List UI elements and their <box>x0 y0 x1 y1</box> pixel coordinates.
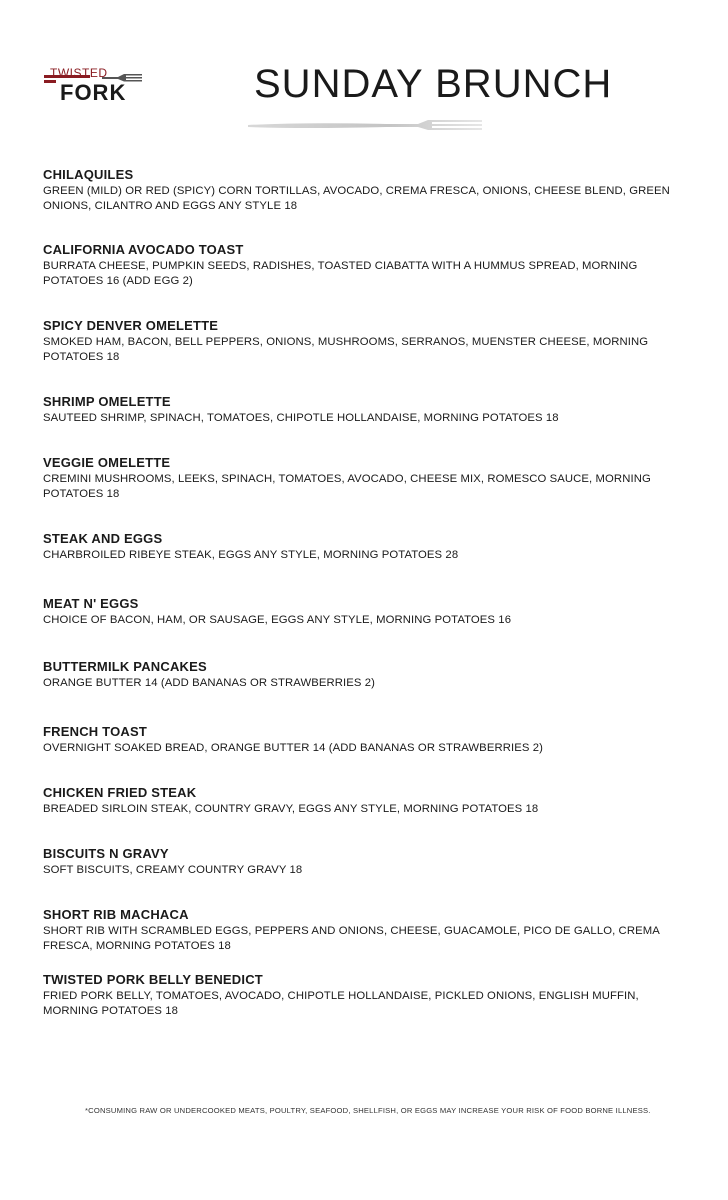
menu-item-name: BUTTERMILK PANCAKES <box>43 659 207 674</box>
menu-item <box>43 596 693 628</box>
menu-item-description: OVERNIGHT SOAKED BREAD, ORANGE BUTTER 14 (ADD BANANAS OR STRAWBERRIES 2) <box>43 742 543 754</box>
menu-item-description: FRIED PORK BELLY, TOMATOES, AVOCADO, CHIPOTLE HOLLANDAISE, PICKLED ONIONS, ENGLISH MUFFIN, MORNING POTATOES 18 <box>43 990 639 1017</box>
menu-item-description: BURRATA CHEESE, PUMPKIN SEEDS, RADISHES, TOASTED CIABATTA WITH A HUMMUS SPREAD, MORNING POTATOES 16 (ADD EGG 2) <box>43 260 638 287</box>
menu-item <box>43 394 693 426</box>
menu-item <box>43 659 693 691</box>
menu-item-name: VEGGIE OMELETTE <box>43 455 171 470</box>
logo-text-bottom: FORK <box>60 80 127 105</box>
menu-item <box>43 785 693 817</box>
menu-item <box>43 846 693 878</box>
menu-item-description: CHARBROILED RIBEYE STEAK, EGGS ANY STYLE, MORNING POTATOES 28 <box>43 549 459 561</box>
menu-item-name: STEAK AND EGGS <box>43 531 163 546</box>
page-title: SUNDAY BRUNCH <box>254 62 613 106</box>
menu-item <box>43 455 693 502</box>
menu-item-description: BREADED SIRLOIN STEAK, COUNTRY GRAVY, EGGS ANY STYLE, MORNING POTATOES 18 <box>43 803 539 815</box>
menu-item-description: GREEN (MILD) OR RED (SPICY) CORN TORTILLAS, AVOCADO, CREMA FRESCA, ONIONS, CHEESE BLEND, GREEN ONIONS, CILANTRO AND EGGS ANY STYLE 18 <box>43 185 670 212</box>
menu-item-name: CALIFORNIA AVOCADO TOAST <box>43 242 244 257</box>
menu-item <box>43 972 693 1019</box>
menu-item-name: MEAT N' EGGS <box>43 596 139 611</box>
restaurant-logo <box>44 66 144 106</box>
logo-text-top: TWISTED <box>50 66 108 80</box>
food-safety-disclaimer: *CONSUMING RAW OR UNDERCOOKED MEATS, POULTRY, SEAFOOD, SHELLFISH, OR EGGS MAY INCREASE YOUR RISK OF FOOD BORNE ILLNESS. <box>85 1106 651 1115</box>
menu-item-name: FRENCH TOAST <box>43 724 147 739</box>
menu-item <box>43 242 693 289</box>
menu-item-name: BISCUITS N GRAVY <box>43 846 169 861</box>
menu-item <box>43 318 693 365</box>
menu-item-name: SHRIMP OMELETTE <box>43 394 171 409</box>
menu-item-description: SOFT BISCUITS, CREAMY COUNTRY GRAVY 18 <box>43 864 303 876</box>
menu-item <box>43 531 693 563</box>
menu-item-description: SMOKED HAM, BACON, BELL PEPPERS, ONIONS, MUSHROOMS, SERRANOS, MUENSTER CHEESE, MORNING POTATOES 18 <box>43 336 649 363</box>
menu-item <box>43 724 693 756</box>
menu-item-description: CREMINI MUSHROOMS, LEEKS, SPINACH, TOMATOES, AVOCADO, CHEESE MIX, ROMESCO SAUCE, MORNING POTATOES 18 <box>43 473 651 500</box>
menu-item-name: SHORT RIB MACHACA <box>43 907 189 922</box>
menu-item <box>43 167 693 214</box>
menu-item-name: CHILAQUILES <box>43 167 134 182</box>
menu-item-description: SHORT RIB WITH SCRAMBLED EGGS, PEPPERS AND ONIONS, CHEESE, GUACAMOLE, PICO DE GALLO, CREMA FRESCA, MORNING POTATOES 18 <box>43 925 660 952</box>
menu-item-description: CHOICE OF BACON, HAM, OR SAUSAGE, EGGS ANY STYLE, MORNING POTATOES 16 <box>43 614 512 626</box>
menu-item-name: SPICY DENVER OMELETTE <box>43 318 219 333</box>
menu-item-name: TWISTED PORK BELLY BENEDICT <box>43 972 263 987</box>
menu-item-description: SAUTEED SHRIMP, SPINACH, TOMATOES, CHIPOTLE HOLLANDAISE, MORNING POTATOES 18 <box>43 412 559 424</box>
menu-item-description: ORANGE BUTTER 14 (ADD BANANAS OR STRAWBERRIES 2) <box>43 677 376 689</box>
menu-item-name: CHICKEN FRIED STEAK <box>43 785 197 800</box>
fork-divider-icon <box>246 117 486 135</box>
menu-item <box>43 907 693 954</box>
